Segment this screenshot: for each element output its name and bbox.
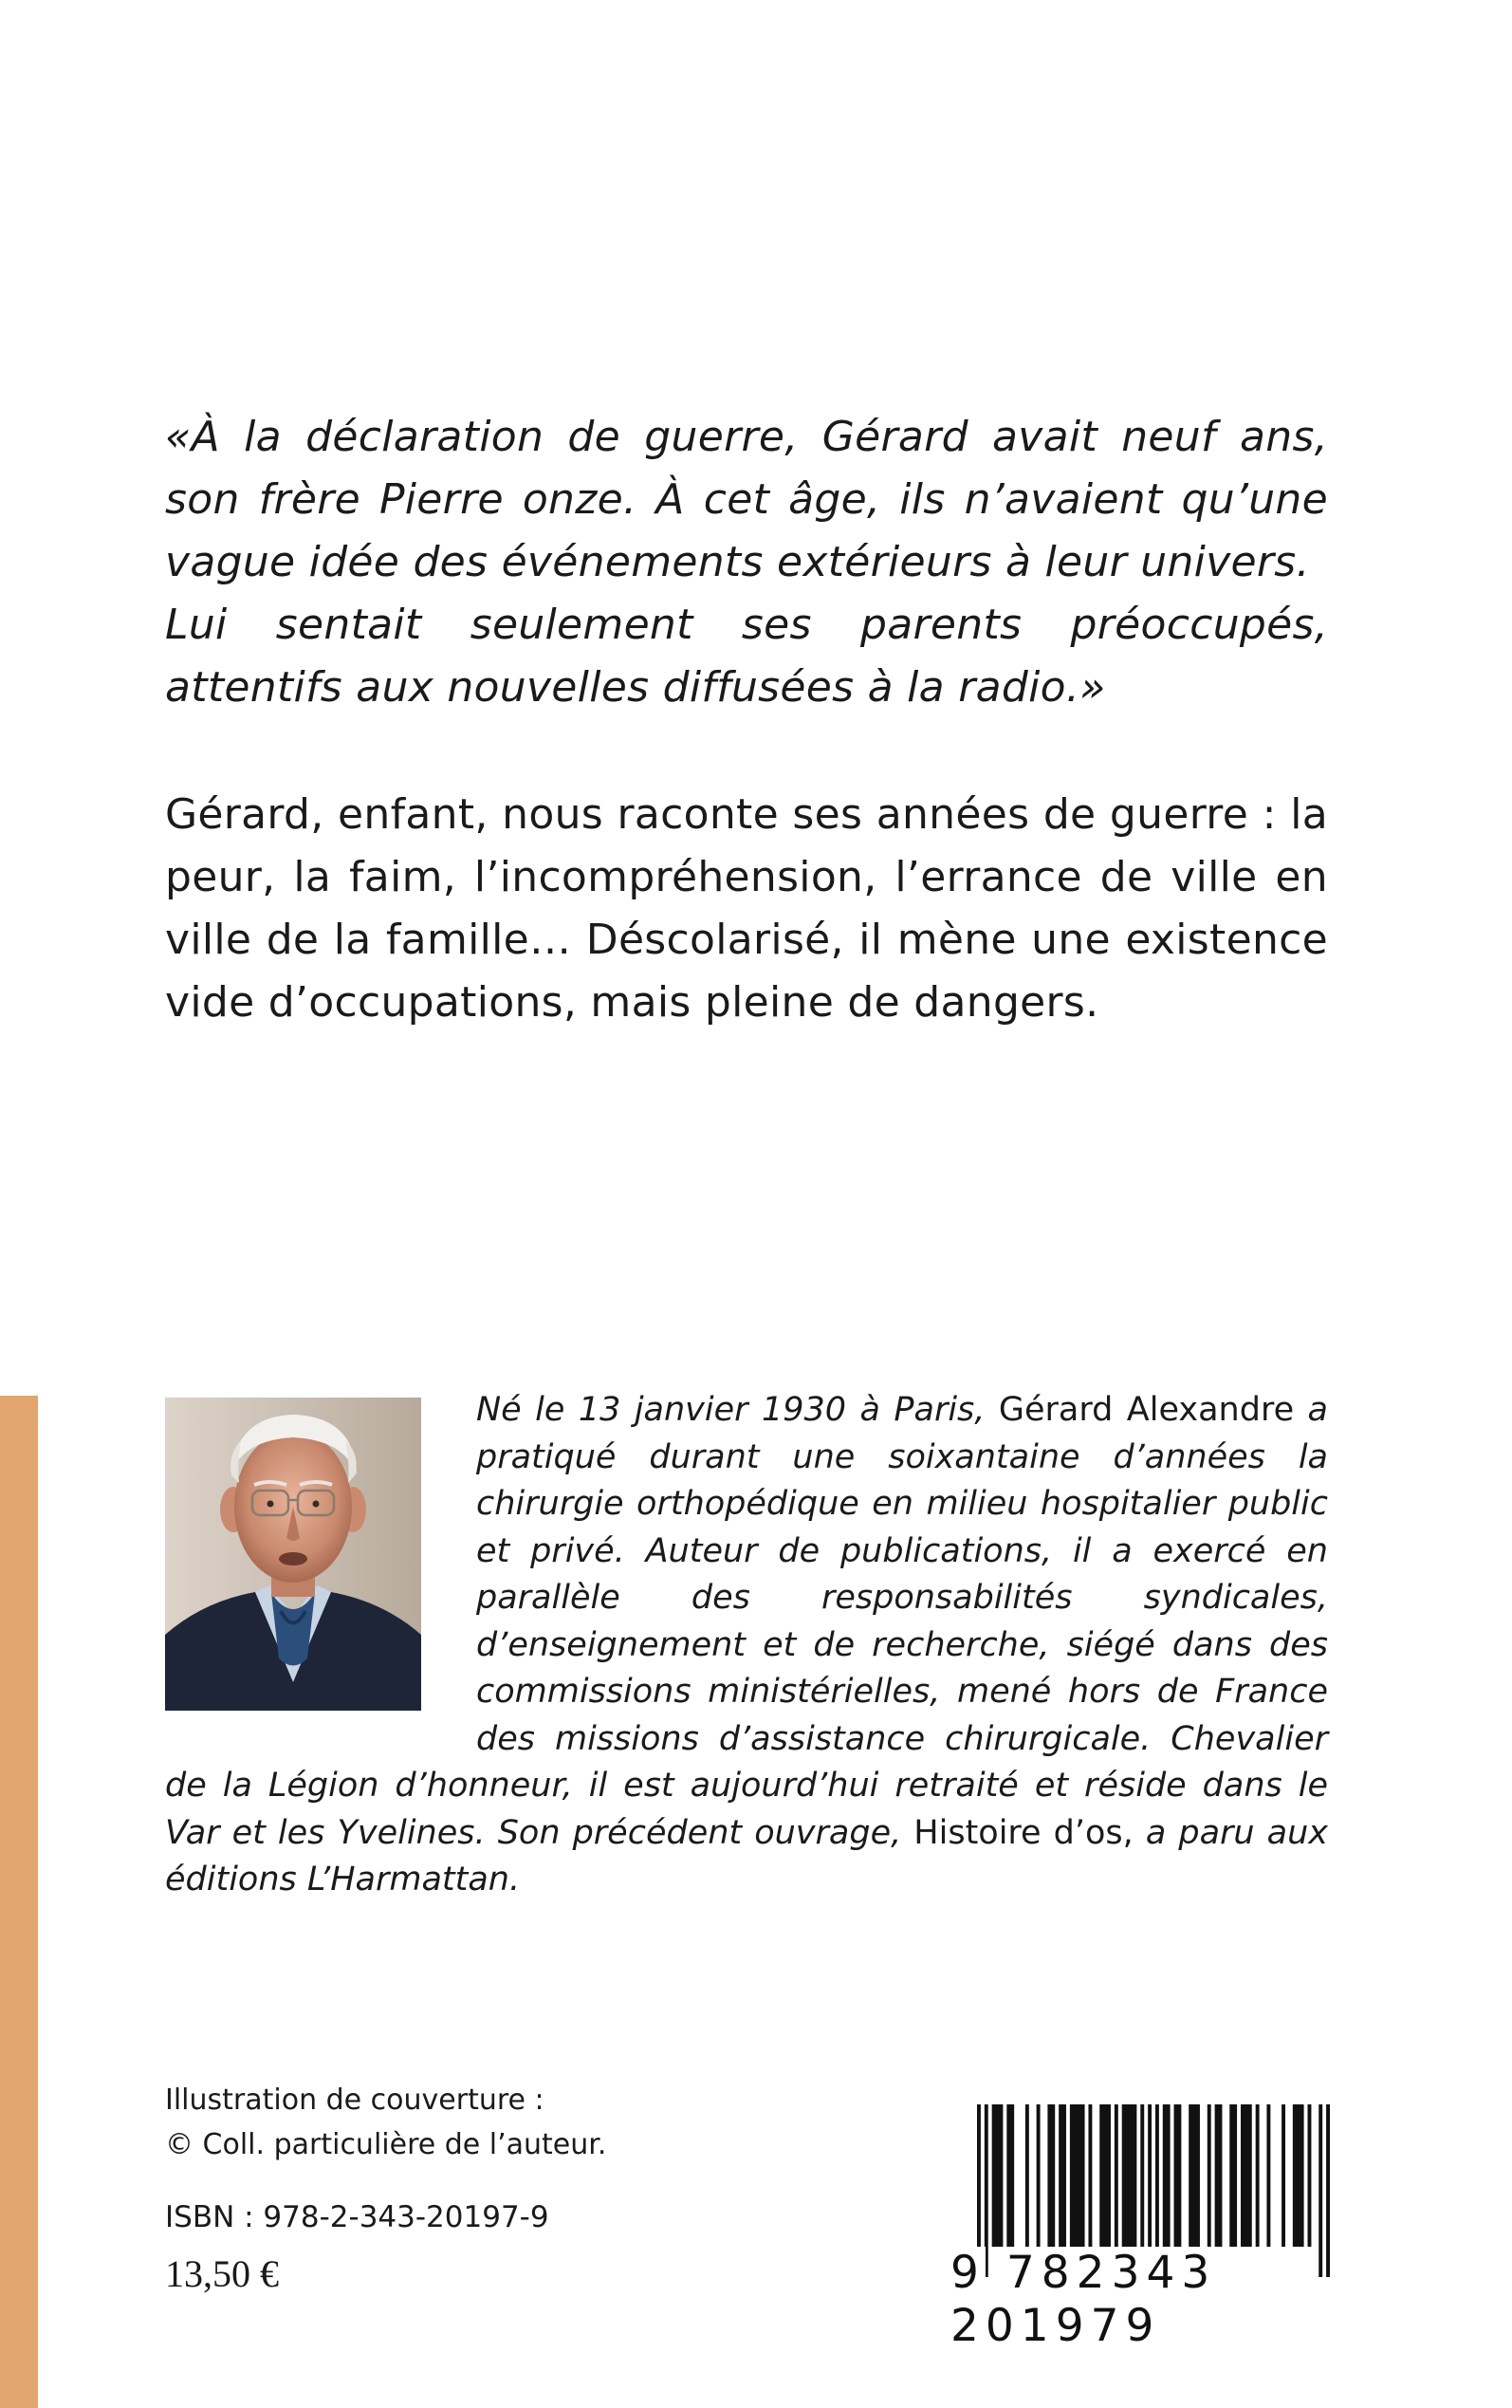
quote-paragraph-1: «À la déclaration de guerre, Gérard avait neuf ans, son frère Pierre onze. À cet âge, ils n’avaient qu’une vague idée des événements extérieurs à leur univers. — [165, 413, 1328, 586]
barcode-bar-24 — [1266, 2104, 1270, 2247]
cover-illustration-credit — [165, 2078, 606, 2167]
spine-color-strip — [0, 1396, 38, 2408]
barcode-bar-6 — [1047, 2104, 1055, 2247]
isbn: ISBN : 978-2-343-20197-9 — [165, 2200, 549, 2234]
barcode-bar-20 — [1215, 2104, 1223, 2247]
barcode-bar-4 — [1025, 2104, 1029, 2247]
barcode-bar-17 — [1174, 2104, 1182, 2247]
barcode-bar-7 — [1059, 2104, 1066, 2247]
author-name: Gérard Alexandre — [998, 1391, 1295, 1429]
barcode-digits — [950, 2247, 1330, 2353]
author-portrait — [165, 1398, 421, 1711]
barcode-digit-first: 9 — [950, 2247, 986, 2299]
barcode-bar-11 — [1115, 2104, 1118, 2247]
barcode-bar-8 — [1070, 2104, 1085, 2247]
barcode-bar-22 — [1241, 2104, 1252, 2247]
author-bio — [165, 1387, 1328, 1904]
barcode-bar-9 — [1088, 2104, 1092, 2247]
bio-outro: a paru aux éditions L’Harmattan. — [165, 1813, 1328, 1899]
barcode-bar-19 — [1208, 2104, 1211, 2247]
barcode-bar-10 — [1099, 2104, 1111, 2247]
barcode-bar-18 — [1189, 2104, 1200, 2247]
barcode-digit-group-1: 782343 — [1005, 2247, 1217, 2299]
barcode-bar-23 — [1256, 2104, 1260, 2247]
price: 13,50 € — [165, 2252, 279, 2295]
barcode-bar-12 — [1122, 2104, 1137, 2247]
quote-paragraph-2: Lui sentait seulement ses parents préoccupés, attentifs aux nouvelles diffusées à la radio.» — [165, 601, 1328, 712]
barcode-bar-5 — [1037, 2104, 1041, 2247]
back-cover-quote — [165, 406, 1328, 719]
barcode-bar-27 — [1308, 2104, 1312, 2247]
credit-line-1: Illustration de couverture : — [165, 2084, 544, 2117]
barcode-bar-26 — [1293, 2104, 1304, 2247]
barcode-bar-13 — [1140, 2104, 1144, 2247]
back-cover-summary: Gérard, enfant, nous raconte ses années de guerre : la peur, la faim, l’incompréhension, l’errance de ville en ville de la famille… Déscolarisé, il mène une existence vide d’occupations, mais pleine de dangers. — [165, 790, 1328, 1027]
bio-body: a pratiqué durant une soixantaine d’années la chirurgie orthopédique en milieu hospitalier public et privé. Auteur de publications, il a exercé en parallèle des responsabilités syndicales, d’enseignement et de recherche, siégé dans des commissions ministérielles, mené hors de France des missions d’assistance chirurgicale. Chevalier de la Légion d’honneur, il est aujourd’hui retraité et réside dans le Var et les Yvelines. Son précédent ouvrage, — [165, 1391, 1328, 1852]
credit-line-2: © Coll. particulière de l’auteur. — [165, 2128, 607, 2161]
barcode-digit-group-2: 201979 — [950, 2300, 1161, 2352]
barcode-bar-3 — [1006, 2104, 1014, 2247]
barcode-bar-16 — [1163, 2104, 1171, 2247]
barcode-bar-25 — [1282, 2104, 1285, 2247]
bio-intro: Né le 13 janvier 1930 à Paris, — [476, 1391, 999, 1429]
previous-book-title: Histoire d’os, — [913, 1813, 1134, 1852]
barcode-bar-21 — [1229, 2104, 1237, 2247]
barcode-bar-2 — [992, 2104, 1004, 2247]
